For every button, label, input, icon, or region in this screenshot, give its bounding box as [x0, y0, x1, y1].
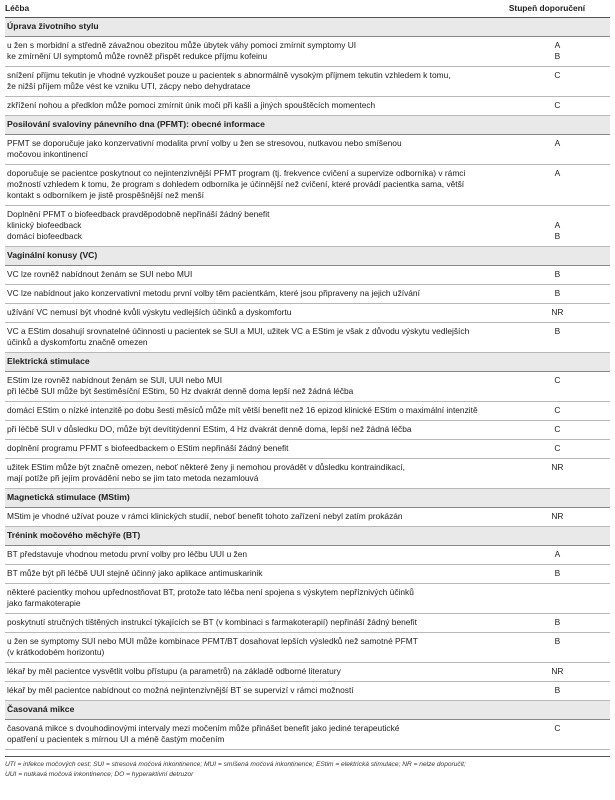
grade-value: C — [554, 375, 561, 385]
recommendation-text — [5, 372, 505, 402]
recommendation-text — [5, 663, 505, 682]
grade-cell — [505, 614, 610, 633]
recommendation-text — [5, 67, 505, 97]
recommendation-line: u žen s morbidní a středně závažnou obezitou může úbytek váhy pomoci zmírnit symptomy UI — [7, 40, 357, 50]
recommendation-line: mají potíže při jejím provádění nebo se jim tato metoda nezamlouvá — [7, 473, 259, 483]
table-body — [5, 18, 610, 750]
recommendation-text — [5, 165, 505, 206]
grade-cell — [505, 459, 610, 489]
recommendation-line: BT představuje vhodnou metodu první volby pro léčbu UUI u žen — [7, 549, 248, 559]
recommendation-line: kontakt s odborníkem je jistě prospěšnější než menší — [7, 190, 204, 200]
treatment-column-header: Léčba — [5, 2, 505, 18]
table-row — [5, 720, 610, 750]
recommendation-text — [5, 584, 505, 614]
recommendation-line: doporučuje se pacientce poskytnout co nejintenzivnější PFMT program (tj. frekvence cvičení a supervize odborníka) v rámci — [7, 168, 466, 178]
grade-value: B — [554, 51, 561, 61]
table-row — [5, 584, 610, 614]
grade-cell — [505, 372, 610, 402]
recommendation-line: časovaná mikce s dvouhodinovými intervaly mezi močením může přinášet benefit jako jediné terapeutické — [7, 723, 400, 733]
section-title: Vaginální konusy (VC) — [5, 247, 610, 266]
grade-cell — [505, 663, 610, 682]
recommendation-text — [5, 565, 505, 584]
section-title: Posilování svaloviny pánevního dna (PFMT): obecné informace — [5, 116, 610, 135]
grade-value: B — [554, 326, 561, 336]
recommendation-text — [5, 97, 505, 116]
table-row — [5, 633, 610, 663]
recommendation-line: snížení příjmu tekutin je vhodné vyzkoušet pouze u pacientek s abnormálně vysokým příjmem tekutin vzhledem k tomu, — [7, 70, 451, 80]
grade-cell — [505, 37, 610, 67]
recommendation-line: VC a EStim dosahují srovnatelné účinnosti u pacientek se SUI a MUI, užitek VC a EStim je však z důvodu výskytu vedlejších — [7, 326, 470, 336]
table-row — [5, 67, 610, 97]
recommendation-line: při léčbě SUI v důsledku DO, může být devítitýdenní EStim, 4 Hz dvakrát denně doma, lepší než žádná léčba — [7, 424, 412, 434]
grade-value: B — [554, 685, 561, 695]
table-row — [5, 266, 610, 285]
grade-value: NR — [551, 511, 564, 521]
grade-cell — [505, 584, 610, 614]
recommendation-line: opatření u pacientek s mírnou UI a méně častým močením — [7, 734, 225, 744]
grade-value: B — [554, 636, 561, 646]
grade-cell — [505, 440, 610, 459]
table-row — [5, 206, 610, 247]
recommendation-text — [5, 402, 505, 421]
recommendation-line: zkřížení nohou a předklon může pomoci zmírnit únik moči při kašli a jiných spouštěcích momentech — [7, 100, 376, 110]
recommendation-line: doplnění programu PFMT s biofeedbackem o EStim nepřináší žádný benefit — [7, 443, 289, 453]
table-row — [5, 565, 610, 584]
recommendation-text — [5, 266, 505, 285]
grade-value — [507, 587, 608, 598]
table-row — [5, 372, 610, 402]
table-row — [5, 304, 610, 323]
grade-cell — [505, 633, 610, 663]
table-row — [5, 402, 610, 421]
grade-value: A — [554, 40, 561, 50]
grade-value: NR — [551, 666, 564, 676]
footnote — [5, 756, 610, 780]
recommendation-line: močovou inkontinencí — [7, 149, 89, 159]
table-row — [5, 459, 610, 489]
table-row — [5, 165, 610, 206]
grade-cell — [505, 508, 610, 527]
grade-column-header: Stupeň doporučení — [505, 2, 610, 18]
grade-cell — [505, 285, 610, 304]
table-row — [5, 508, 610, 527]
section-title: Magnetická stimulace (MStim) — [5, 489, 610, 508]
grade-cell — [505, 206, 610, 247]
recommendation-line: Doplnění PFMT o biofeedback pravděpodobně nepřináší žádný benefit — [7, 209, 270, 219]
grade-value — [507, 209, 608, 220]
recommendation-line: ke zmírnění UI symptomů může rovněž přispět redukce příjmu kofeinu — [7, 51, 268, 61]
recommendation-line: poskytnutí stručných tištěných instrukcí týkajících se BT (v kombinaci s farmakoterapií) nepřináší žádný benefit — [7, 617, 417, 627]
grade-cell — [505, 682, 610, 701]
table-row — [5, 546, 610, 565]
recommendation-line: účinků a dyskomfortu značně omezen — [7, 337, 148, 347]
recommendation-line: (v krátkodobém horizontu) — [7, 647, 105, 657]
table-row — [5, 285, 610, 304]
grade-cell — [505, 402, 610, 421]
recommendation-line: u žen se symptomy SUI nebo MUI může kombinace PFMT/BT dosahovat lepších výsledků než samotné PFMT — [7, 636, 418, 646]
recommendation-line: že nižší příjem může vést ke vzniku UTI, zácpy nebo dehydratace — [7, 81, 251, 91]
grade-value: B — [554, 568, 561, 578]
grade-cell — [505, 67, 610, 97]
grade-value: C — [554, 100, 561, 110]
grade-value: A — [554, 168, 561, 178]
recommendation-text — [5, 421, 505, 440]
section-title: Elektrická stimulace — [5, 353, 610, 372]
recommendation-text — [5, 633, 505, 663]
grade-cell — [505, 135, 610, 165]
recommendation-text — [5, 285, 505, 304]
grade-cell — [505, 266, 610, 285]
recommendation-line: domácí biofeedback — [7, 231, 82, 241]
recommendation-line: možností vzhledem k tomu, že program s dohledem odborníka je účinnější než cvičení, které provádí pacientka sama, větší — [7, 179, 465, 189]
recommendation-line: užitek EStim může být značně omezen, neboť některé ženy ji nemohou provádět v důsledku kontraindikací, — [7, 462, 405, 472]
table-row — [5, 663, 610, 682]
recommendation-text — [5, 508, 505, 527]
table-row — [5, 323, 610, 353]
recommendation-text — [5, 37, 505, 67]
section-title: Úprava životního stylu — [5, 18, 610, 37]
grade-value: B — [554, 617, 561, 627]
table-row — [5, 37, 610, 67]
grade-cell — [505, 421, 610, 440]
recommendation-line: některé pacientky mohou upřednostňovat BT, protože tato léčba není spojena s výskytem nepříznivých účinků — [7, 587, 414, 597]
section-header-row — [5, 527, 610, 546]
recommendation-text — [5, 682, 505, 701]
section-header-row — [5, 701, 610, 720]
recommendation-text — [5, 459, 505, 489]
footnote-line: UUI = nutkavá močová inkontinence; DO = hyperaktivní detruzor — [5, 771, 194, 778]
recommendation-text — [5, 304, 505, 323]
recommendation-line: lékař by měl pacientce nabídnout co možná nejintenzivnější BT se supervizí v rámci možností — [7, 685, 354, 695]
grade-value: A — [554, 138, 561, 148]
table-row — [5, 682, 610, 701]
grade-value: A — [554, 549, 561, 559]
grade-cell — [505, 304, 610, 323]
recommendation-text — [5, 614, 505, 633]
grade-value: C — [554, 424, 561, 434]
recommendation-line: BT může být při léčbě UUI stejně účinný jako aplikace antimuskarinik — [7, 568, 263, 578]
recommendation-line: jako farmakoterapie — [7, 598, 81, 608]
grade-cell — [505, 720, 610, 750]
grade-value: C — [554, 723, 561, 733]
table-row — [5, 421, 610, 440]
table-row — [5, 135, 610, 165]
grade-value: C — [554, 443, 561, 453]
section-header-row — [5, 489, 610, 508]
grade-value: C — [554, 70, 561, 80]
section-header-row — [5, 18, 610, 37]
grade-value: B — [554, 288, 561, 298]
recommendation-line: EStim lze rovněž nabídnout ženám se SUI, UUI nebo MUI — [7, 375, 223, 385]
recommendation-line: domácí EStim o nízké intenzitě po dobu šesti měsíců může mít větší benefit než 16 epizod klinické EStim o maximální intenzitě — [7, 405, 478, 415]
grade-cell — [505, 565, 610, 584]
table-row — [5, 440, 610, 459]
recommendation-line: klinický biofeedback — [7, 220, 82, 230]
section-header-row — [5, 247, 610, 266]
recommendations-table — [5, 2, 610, 750]
recommendation-line: VC lze rovněž nabídnout ženám se SUI nebo MUI — [7, 269, 193, 279]
recommendation-line: VC lze nabídnout jako konzervativní metodu první volby těm pacientkám, které jsou připraveny na jejich užívání — [7, 288, 420, 298]
section-title: Trénink močového měchýře (BT) — [5, 527, 610, 546]
recommendation-text — [5, 135, 505, 165]
grade-cell — [505, 323, 610, 353]
table-row — [5, 614, 610, 633]
grade-value: B — [554, 269, 561, 279]
recommendation-text — [5, 323, 505, 353]
grade-cell — [505, 165, 610, 206]
grade-value: C — [554, 405, 561, 415]
table-header-row — [5, 2, 610, 18]
grade-cell — [505, 97, 610, 116]
section-title: Časovaná mikce — [5, 701, 610, 720]
recommendation-text — [5, 720, 505, 750]
recommendation-text — [5, 440, 505, 459]
recommendation-line: lékař by měl pacientce vysvětlit volbu přístupu (a parametrů) na základě odborné literatury — [7, 666, 341, 676]
grade-value: A — [554, 220, 561, 230]
recommendation-text — [5, 206, 505, 247]
recommendation-line: při léčbě SUI může být šestiměsíční EStim, 50 Hz dvakrát denně doma lepší než žádná léčba — [7, 386, 354, 396]
recommendation-line: užívání VC nemusí být vhodné kvůli výskytu vedlejších účinků a dyskomfortu — [7, 307, 292, 317]
grade-value: B — [554, 231, 561, 241]
grade-value: NR — [551, 462, 564, 472]
section-header-row — [5, 353, 610, 372]
grade-value: NR — [551, 307, 564, 317]
footnote-line: UTI = infekce močových cest; SUI = stresová močová inkontinence; MUI = smíšená močová inkontinence; EStim = elektrická stimulace; NR = nelze doporučit; — [5, 761, 466, 768]
recommendation-line: PFMT se doporučuje jako konzervativní modalita první volby u žen se stresovou, nutkavou nebo smíšenou — [7, 138, 402, 148]
recommendation-text — [5, 546, 505, 565]
table-row — [5, 97, 610, 116]
grade-cell — [505, 546, 610, 565]
section-header-row — [5, 116, 610, 135]
recommendation-line: MStim je vhodné užívat pouze v rámci klinických studií, neboť benefit tohoto zařízení nebyl zatím prokázán — [7, 511, 403, 521]
